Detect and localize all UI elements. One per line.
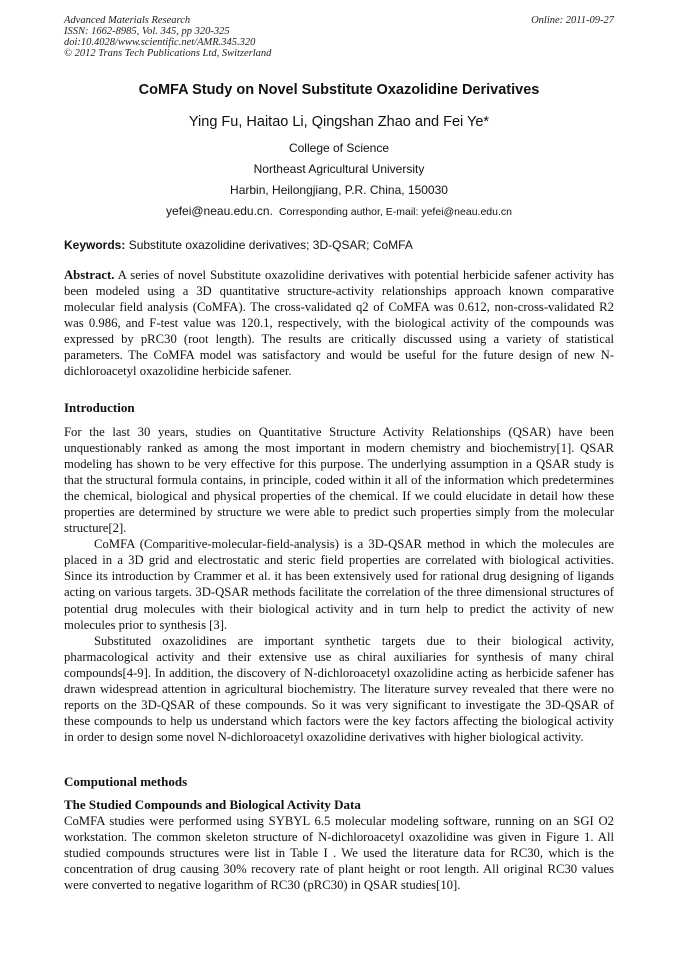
- abstract-text: A series of novel Substitute oxazolidine derivatives with potential herbicide safener activity has been modeled using a 3D quantitative structure-activity relationships approach known comparative molecular field analysis (CoMFA). The cross-validated q2 of CoMFA was 0.612, non-cross-validated R2 was 0.986, and F-test value was 120.1, respectively, with the biological activity of the compounds was expressed by pRC30 (root length). The results are critically discussed using a variety of statistical parameters. The CoMFA model was satisfactory and would be useful for the future design of new N-dichloroacetyl oxazolidine herbicide safener.: [64, 268, 614, 379]
- methods-subheading: The Studied Compounds and Biological Activity Data: [64, 797, 361, 812]
- abstract-label: Abstract.: [64, 268, 115, 282]
- methods-heading: Computional methods: [64, 774, 188, 789]
- paper-title: CoMFA Study on Novel Substitute Oxazolidine Derivatives: [138, 82, 540, 98]
- corresponding-author-note: Corresponding author, E-mail: yefei@neau.edu.cn: [278, 206, 512, 218]
- keywords-label: Keywords:: [64, 238, 126, 252]
- affiliation-address: Harbin, Heilongjiang, P.R. China, 150030: [230, 183, 448, 197]
- doi-line: doi:10.4028/www.scientific.net/AMR.345.320: [64, 37, 256, 48]
- intro-paragraph: CoMFA (Comparitive-molecular-field-analysis) is a 3D-QSAR method in which the molecules are placed in a 3D grid and electrostatic and steric field properties are correlated with biological activities. Since its introduction by Crammer et al. it has been extensively used for rational drug designing of ligands acting on various targets. 3D-QSAR methods facilitate the correlation of the three dimensional structures of potential drug molecules with their biological activity and in turn help to predict the activity of new molecules prior to synthesis [3].: [64, 537, 614, 632]
- affiliation-university: Northeast Agricultural University: [253, 162, 425, 176]
- journal-name: Advanced Materials Research: [64, 15, 191, 26]
- email-address: yefei@neau.edu.cn.: [166, 204, 273, 218]
- journal-header: [64, 15, 271, 59]
- methods-body: [64, 813, 614, 893]
- author-list: Ying Fu, Haitao Li, Qingshan Zhao and Fei Ye*: [188, 114, 490, 130]
- introduction-heading: Introduction: [64, 400, 135, 415]
- issn-line: ISSN: 1662-8985, Vol. 345, pp 320-325: [64, 26, 230, 37]
- intro-paragraph: For the last 30 years, studies on Quantitative Structure Activity Relationships (QSAR) have been unquestionably ranked as among the most important in modern chemistry and biochemistry[1]. QSAR modeling has shown to be very effective for this purpose. The underlying assumption in a QSAR study is that the structural formula contains, in principle, coded within it all of the information which predetermines the chemical, biological and physical properties of the chemical. If we could elucidate in detail how these properties are determined by structure we were able to predict such properties simply from the molecular structure[2].: [64, 425, 614, 536]
- keywords: [64, 238, 614, 252]
- online-date: Online: 2011-09-27: [531, 15, 614, 26]
- abstract: [64, 267, 614, 379]
- keywords-text: Substitute oxazolidine derivatives; 3D-QSAR; CoMFA: [128, 238, 413, 252]
- methods-paragraph: CoMFA studies were performed using SYBYL 6.5 molecular modeling software, running on an SGI O2 workstation. The common skeleton structure of N-dichloroacetyl oxazolidine was given in Figure 1. All studied compounds structures were list in Table I . We used the literature data for RC30, which is the concentration of drug causing 30% recovery rate of plant height or root length. All original RC30 values were converted to negative logarithm of RC30 (pRC30) in QSAR studies[10].: [64, 814, 614, 893]
- email-line: [0, 204, 678, 218]
- introduction-body: [64, 424, 614, 745]
- intro-paragraph: Substituted oxazolidines are important synthetic targets due to their biological activity, pharmacological activity and their extensive use as chiral auxiliaries for synthesis of many chiral compounds[4-9]. In addition, the discovery of N-dichloroacetyl oxazolidine acting as herbicide safener has drawn widespread attention in agricultural biochemistry. The literature survey revealed that there were no reports on the 3D-QSAR of these compounds. So it was very significant to investigate the 3D-QSAR of these compounds to help us understand which factors were the key factors affecting the biological activity in order to design some novel N-dichloroacetyl oxazolidine derivatives with higher biological activity.: [64, 633, 614, 744]
- affiliation-college: College of Science: [288, 141, 390, 155]
- copyright-line: © 2012 Trans Tech Publications Ltd, Switzerland: [64, 48, 272, 59]
